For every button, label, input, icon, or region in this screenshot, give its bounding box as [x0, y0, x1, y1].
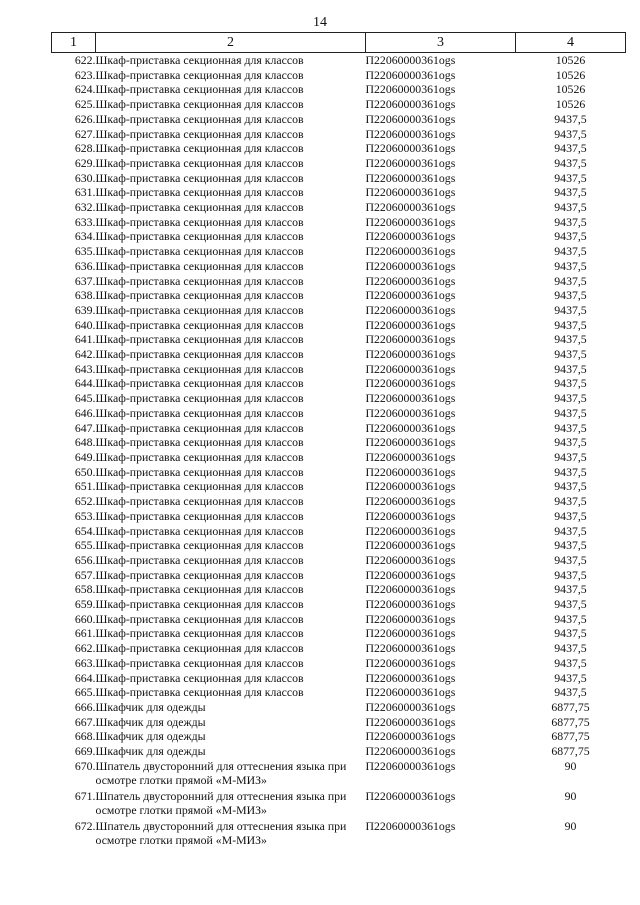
item-code: П22060000361ogs [365, 670, 456, 685]
row-number: 662. [74, 641, 96, 656]
item-code: П22060000361ogs [365, 391, 456, 406]
item-name: Шкаф-приставка секционная для классов [95, 582, 304, 597]
item-name: Шкаф-приставка секционная для классов [95, 479, 304, 494]
row-number: 668. [74, 729, 96, 744]
row-number: 624. [74, 82, 96, 97]
row-number: 667. [74, 714, 96, 729]
row-number: 663. [74, 655, 96, 670]
row-number: 652. [74, 494, 96, 509]
item-price: 90 [564, 758, 577, 773]
table-row [52, 479, 626, 494]
item-price: 9437,5 [554, 655, 587, 670]
item-name: Шкаф-приставка секционная для классов [95, 670, 304, 685]
item-name: Шкаф-приставка секционная для классов [95, 449, 304, 464]
table-row [52, 112, 626, 127]
row-number: 630. [74, 170, 96, 185]
table-row [52, 729, 626, 744]
table-row [52, 53, 626, 68]
item-price: 9437,5 [554, 582, 587, 597]
row-number: 658. [74, 582, 96, 597]
table-row [52, 185, 626, 200]
table-row [52, 156, 626, 171]
item-code: П22060000361ogs [365, 288, 456, 303]
table-row [52, 700, 626, 715]
table-row [52, 671, 626, 686]
row-number: 629. [74, 155, 96, 170]
table-row [52, 362, 626, 377]
item-name: Шкаф-приставка секционная для классов [95, 538, 304, 553]
item-code: П22060000361ogs [365, 347, 456, 362]
item-name: Шкаф-приставка секционная для классов [95, 244, 304, 259]
table-row [52, 391, 626, 406]
item-name: Шкаф-приставка секционная для классов [95, 302, 304, 317]
item-code: П22060000361ogs [365, 597, 456, 612]
item-name: Шкаф-приставка секционная для классов [95, 214, 304, 229]
item-price: 9437,5 [554, 597, 587, 612]
item-price: 9437,5 [554, 538, 587, 553]
item-price: 9437,5 [554, 347, 587, 362]
item-name: Шкаф-приставка секционная для классов [95, 626, 304, 641]
item-code: П22060000361ogs [365, 449, 456, 464]
item-price: 9437,5 [554, 376, 587, 391]
table-row [52, 524, 626, 539]
table-row [52, 685, 626, 700]
table-row [52, 171, 626, 186]
item-price: 9437,5 [554, 494, 587, 509]
table-row [52, 318, 626, 333]
item-name: Шкаф-приставка секционная для классов [95, 97, 304, 112]
item-code: П22060000361ogs [365, 273, 456, 288]
item-name: Шкаф-приставка секционная для классов [95, 641, 304, 656]
table-row [52, 82, 626, 97]
item-price: 6877,75 [551, 714, 590, 729]
item-price: 10526 [555, 67, 586, 82]
table-row [52, 421, 626, 436]
table-row [52, 259, 626, 274]
item-name: Шкаф-приставка секционная для классов [95, 508, 304, 523]
item-price: 9437,5 [554, 302, 587, 317]
row-number: 666. [74, 699, 96, 714]
item-code: П22060000361ogs [365, 53, 456, 67]
item-price: 9437,5 [554, 258, 587, 273]
item-code: П22060000361ogs [365, 185, 456, 200]
item-price: 9437,5 [554, 626, 587, 641]
item-code: П22060000361ogs [365, 479, 456, 494]
item-name: Шкаф-приставка секционная для классов [95, 82, 304, 97]
item-name: Шкаф-приставка секционная для классов [95, 126, 304, 141]
table-row [52, 819, 626, 849]
table-row [52, 494, 626, 509]
row-number: 648. [74, 435, 96, 450]
table-row [52, 582, 626, 597]
row-number: 631. [74, 185, 96, 200]
item-price: 9437,5 [554, 670, 587, 685]
item-name: Шкаф-приставка секционная для классов [95, 435, 304, 450]
item-price: 9437,5 [554, 685, 587, 700]
row-number: 651. [74, 479, 96, 494]
item-code: П22060000361ogs [365, 818, 456, 833]
table-header-row [52, 33, 626, 53]
item-name: Шкафчик для одежды [95, 699, 206, 714]
item-price: 9437,5 [554, 508, 587, 523]
item-name: Шкаф-приставка секционная для классов [95, 67, 304, 82]
item-price: 9437,5 [554, 317, 587, 332]
item-price: 9437,5 [554, 155, 587, 170]
item-name: Шкаф-приставка секционная для классов [95, 200, 304, 215]
table-row [52, 744, 626, 759]
row-number: 622. [74, 53, 96, 67]
row-number: 623. [74, 67, 96, 82]
item-code: П22060000361ogs [365, 744, 456, 759]
item-name: Шкаф-приставка секционная для классов [95, 523, 304, 538]
item-code: П22060000361ogs [365, 244, 456, 259]
item-price: 9437,5 [554, 111, 587, 126]
row-number: 633. [74, 214, 96, 229]
item-price: 9437,5 [554, 641, 587, 656]
table-row [52, 450, 626, 465]
item-price: 9437,5 [554, 214, 587, 229]
item-code: П22060000361ogs [365, 552, 456, 567]
item-code: П22060000361ogs [365, 699, 456, 714]
item-code: П22060000361ogs [365, 111, 456, 126]
row-number: 665. [74, 685, 96, 700]
row-number: 669. [74, 744, 96, 759]
table-row [52, 435, 626, 450]
item-price: 9437,5 [554, 332, 587, 347]
item-price: 10526 [555, 53, 586, 67]
item-name: Шкаф-приставка секционная для классов [95, 391, 304, 406]
table-row [52, 274, 626, 289]
item-code: П22060000361ogs [365, 523, 456, 538]
table-row [52, 127, 626, 142]
item-price: 9437,5 [554, 552, 587, 567]
table-body [52, 53, 626, 849]
row-number: 644. [74, 376, 96, 391]
item-price: 9437,5 [554, 464, 587, 479]
item-price: 6877,75 [551, 729, 590, 744]
row-number: 625. [74, 97, 96, 112]
item-name: Шкаф-приставка секционная для классов [95, 494, 304, 509]
item-name: Шкаф-приставка секционная для классов [95, 288, 304, 303]
item-price: 9437,5 [554, 170, 587, 185]
item-price: 10526 [555, 97, 586, 112]
table-row [52, 715, 626, 730]
item-price: 9437,5 [554, 361, 587, 376]
row-number: 632. [74, 200, 96, 215]
item-price: 6877,75 [551, 699, 590, 714]
item-price: 9437,5 [554, 141, 587, 156]
table-row [52, 626, 626, 641]
item-name: Шкаф-приставка секционная для классов [95, 111, 304, 126]
item-price: 90 [564, 788, 577, 803]
table-row [52, 509, 626, 524]
row-number: 661. [74, 626, 96, 641]
item-name: Шпатель двусторонний для оттеснения языка при осмотре глотки прямой «М-МИЗ» [95, 788, 347, 817]
table-row [52, 244, 626, 259]
table-row [52, 288, 626, 303]
row-number: 656. [74, 552, 96, 567]
row-number: 639. [74, 302, 96, 317]
item-name: Шкаф-приставка секционная для классов [95, 552, 304, 567]
item-name: Шкаф-приставка секционная для классов [95, 317, 304, 332]
item-price: 9437,5 [554, 273, 587, 288]
table-row [52, 347, 626, 362]
row-number: 626. [74, 111, 96, 126]
item-name: Шкаф-приставка секционная для классов [95, 170, 304, 185]
registry-table [51, 32, 626, 849]
column-header-price: 4 [516, 33, 626, 53]
table-row [52, 97, 626, 112]
item-code: П22060000361ogs [365, 641, 456, 656]
item-name: Шкаф-приставка секционная для классов [95, 361, 304, 376]
item-price: 9437,5 [554, 611, 587, 626]
item-name: Шкаф-приставка секционная для классов [95, 141, 304, 156]
item-price: 9437,5 [554, 479, 587, 494]
item-code: П22060000361ogs [365, 155, 456, 170]
item-code: П22060000361ogs [365, 97, 456, 112]
table-row [52, 229, 626, 244]
item-price: 9437,5 [554, 200, 587, 215]
row-number: 653. [74, 508, 96, 523]
item-name: Шкафчик для одежды [95, 729, 206, 744]
item-code: П22060000361ogs [365, 200, 456, 215]
item-code: П22060000361ogs [365, 685, 456, 700]
item-code: П22060000361ogs [365, 376, 456, 391]
item-name: Шкаф-приставка секционная для классов [95, 655, 304, 670]
item-code: П22060000361ogs [365, 258, 456, 273]
item-price: 9437,5 [554, 126, 587, 141]
item-code: П22060000361ogs [365, 67, 456, 82]
row-number: 672. [74, 818, 96, 833]
item-name: Шкаф-приставка секционная для классов [95, 53, 304, 67]
item-name: Шкаф-приставка секционная для классов [95, 464, 304, 479]
table-row [52, 597, 626, 612]
item-code: П22060000361ogs [365, 494, 456, 509]
item-price: 9437,5 [554, 288, 587, 303]
item-price: 6877,75 [551, 744, 590, 759]
table-row [52, 215, 626, 230]
item-code: П22060000361ogs [365, 82, 456, 97]
table-row [52, 406, 626, 421]
row-number: 659. [74, 597, 96, 612]
column-header-name: 2 [96, 33, 366, 53]
item-name: Шкаф-приставка секционная для классов [95, 155, 304, 170]
row-number: 646. [74, 405, 96, 420]
item-code: П22060000361ogs [365, 567, 456, 582]
table-row [52, 332, 626, 347]
row-number: 654. [74, 523, 96, 538]
table-row [52, 141, 626, 156]
row-number: 650. [74, 464, 96, 479]
item-code: П22060000361ogs [365, 538, 456, 553]
item-price: 10526 [555, 82, 586, 97]
item-name: Шкаф-приставка секционная для классов [95, 597, 304, 612]
table-row [52, 656, 626, 671]
row-number: 655. [74, 538, 96, 553]
table-row [52, 553, 626, 568]
item-price: 9437,5 [554, 229, 587, 244]
item-code: П22060000361ogs [365, 464, 456, 479]
item-price: 9437,5 [554, 435, 587, 450]
item-code: П22060000361ogs [365, 302, 456, 317]
row-number: 637. [74, 273, 96, 288]
table-row [52, 759, 626, 789]
table-row [52, 538, 626, 553]
item-price: 9437,5 [554, 449, 587, 464]
row-number: 634. [74, 229, 96, 244]
table-row [52, 789, 626, 819]
item-name: Шкаф-приставка секционная для классов [95, 376, 304, 391]
item-name: Шкаф-приставка секционная для классов [95, 685, 304, 700]
item-price: 9437,5 [554, 405, 587, 420]
table-row [52, 568, 626, 583]
item-name: Шкаф-приставка секционная для классов [95, 273, 304, 288]
item-code: П22060000361ogs [365, 729, 456, 744]
column-header-number: 1 [52, 33, 96, 53]
item-name: Шкаф-приставка секционная для классов [95, 185, 304, 200]
item-name: Шкаф-приставка секционная для классов [95, 611, 304, 626]
row-number: 647. [74, 420, 96, 435]
row-number: 660. [74, 611, 96, 626]
item-code: П22060000361ogs [365, 611, 456, 626]
row-number: 670. [74, 758, 96, 773]
table-row [52, 465, 626, 480]
item-code: П22060000361ogs [365, 714, 456, 729]
row-number: 645. [74, 391, 96, 406]
item-name: Шкафчик для одежды [95, 744, 206, 759]
item-name: Шкаф-приставка секционная для классов [95, 258, 304, 273]
item-code: П22060000361ogs [365, 214, 456, 229]
table-row [52, 612, 626, 627]
page-number: 14 [313, 15, 327, 30]
item-code: П22060000361ogs [365, 626, 456, 641]
table-row [52, 200, 626, 215]
row-number: 657. [74, 567, 96, 582]
item-price: 9437,5 [554, 420, 587, 435]
row-number: 627. [74, 126, 96, 141]
item-code: П22060000361ogs [365, 405, 456, 420]
item-name: Шкаф-приставка секционная для классов [95, 332, 304, 347]
item-code: П22060000361ogs [365, 788, 456, 803]
item-name: Шкафчик для одежды [95, 714, 206, 729]
item-name: Шкаф-приставка секционная для классов [95, 229, 304, 244]
item-price: 9437,5 [554, 523, 587, 538]
item-code: П22060000361ogs [365, 655, 456, 670]
table-row [52, 303, 626, 318]
item-code: П22060000361ogs [365, 582, 456, 597]
item-price: 90 [564, 818, 577, 833]
item-code: П22060000361ogs [365, 758, 456, 773]
row-number: 640. [74, 317, 96, 332]
item-code: П22060000361ogs [365, 229, 456, 244]
item-name: Шпатель двусторонний для оттеснения языка при осмотре глотки прямой «М-МИЗ» [95, 818, 347, 847]
item-code: П22060000361ogs [365, 141, 456, 156]
item-code: П22060000361ogs [365, 420, 456, 435]
item-code: П22060000361ogs [365, 126, 456, 141]
row-number: 635. [74, 244, 96, 259]
table-row [52, 68, 626, 83]
item-code: П22060000361ogs [365, 317, 456, 332]
row-number: 664. [74, 670, 96, 685]
item-price: 9437,5 [554, 244, 587, 259]
item-code: П22060000361ogs [365, 361, 456, 376]
row-number: 671. [74, 788, 96, 803]
item-name: Шкаф-приставка секционная для классов [95, 405, 304, 420]
item-price: 9437,5 [554, 185, 587, 200]
item-price: 9437,5 [554, 391, 587, 406]
item-name: Шкаф-приставка секционная для классов [95, 347, 304, 362]
item-code: П22060000361ogs [365, 332, 456, 347]
item-code: П22060000361ogs [365, 508, 456, 523]
item-code: П22060000361ogs [365, 170, 456, 185]
row-number: 641. [74, 332, 96, 347]
row-number: 636. [74, 258, 96, 273]
row-number: 649. [74, 449, 96, 464]
row-number: 642. [74, 347, 96, 362]
item-name: Шпатель двусторонний для оттеснения языка при осмотре глотки прямой «М-МИЗ» [95, 758, 347, 787]
item-name: Шкаф-приставка секционная для классов [95, 420, 304, 435]
row-number: 628. [74, 141, 96, 156]
item-name: Шкаф-приставка секционная для классов [95, 567, 304, 582]
item-price: 9437,5 [554, 567, 587, 582]
item-code: П22060000361ogs [365, 435, 456, 450]
row-number: 643. [74, 361, 96, 376]
row-number: 638. [74, 288, 96, 303]
column-header-code: 3 [366, 33, 516, 53]
table-row [52, 641, 626, 656]
table-row [52, 376, 626, 391]
